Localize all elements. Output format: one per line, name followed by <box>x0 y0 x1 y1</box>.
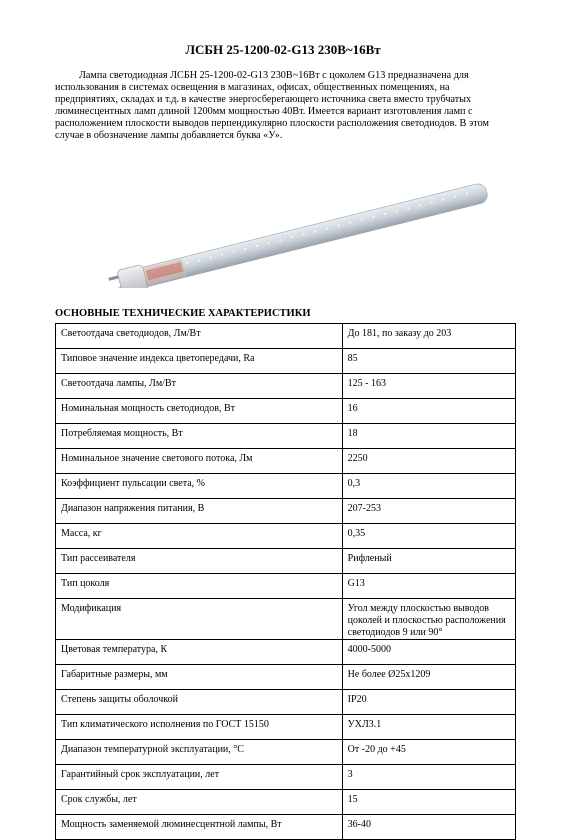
spec-value: 125 - 163 <box>342 374 515 399</box>
spec-value: G13 <box>342 574 515 599</box>
led-tube-image <box>100 168 500 288</box>
spec-value: 15 <box>342 790 515 815</box>
spec-value: Не более Ø25х1209 <box>342 665 515 690</box>
table-row <box>56 549 516 574</box>
spec-name: Потребляемая мощность, Вт <box>56 424 343 449</box>
spec-value: 2250 <box>342 449 515 474</box>
spec-name: Масса, кг <box>56 524 343 549</box>
spec-name: Модификация <box>56 599 343 640</box>
spec-value: До 181, по заказу до 203 <box>342 324 515 349</box>
spec-value: 18 <box>342 424 515 449</box>
spec-name: Мощность заменяемой люминесцентной лампы, Вт <box>56 815 343 840</box>
spec-value: От -20 до +45 <box>342 740 515 765</box>
spec-value: 0,35 <box>342 524 515 549</box>
table-row <box>56 524 516 549</box>
spec-value: 207-253 <box>342 499 515 524</box>
spec-value: Угол между плоскостью выводов цоколей и плоскостью расположения светодиодов 9 или 90° <box>342 599 515 640</box>
table-row <box>56 474 516 499</box>
table-row <box>56 374 516 399</box>
spec-value: 85 <box>342 349 515 374</box>
section-title: ОСНОВНЫЕ ТЕХНИЧЕСКИЕ ХАРАКТЕРИСТИКИ <box>55 308 311 319</box>
table-row <box>56 599 516 640</box>
spec-name: Срок службы, лет <box>56 790 343 815</box>
intro-paragraph: Лампа светодиодная ЛСБН 25-1200-02-G13 230В~16Вт с цоколем G13 предназначена для использования в системах освещения в магазинах, офисах, общественных помещениях, на предприятиях, складах и т.д. в качестве энергосберегающего источника света вместо трубчатых люминесцентных ламп длиной 1200мм мощностью 40Вт. Имеется вариант изготовления ламп с расположением плоскости выводов перпендикулярно плоскости расположения светодиодов. В этом случае в обозначение лампы добавляется буква «У». <box>55 70 489 141</box>
spec-name: Диапазон температурной эксплуатации, °С <box>56 740 343 765</box>
spec-name: Цветовая температура, К <box>56 640 343 665</box>
spec-value: 36-40 <box>342 815 515 840</box>
page-title: ЛСБН 25-1200-02-G13 230В~16Вт <box>185 42 381 57</box>
spec-value: Рифленый <box>342 549 515 574</box>
spec-value: 16 <box>342 399 515 424</box>
table-row <box>56 690 516 715</box>
spec-name: Диапазон напряжения питания, В <box>56 499 343 524</box>
spec-value: 3 <box>342 765 515 790</box>
spec-value: 4000-5000 <box>342 640 515 665</box>
spec-name: Тип цоколя <box>56 574 343 599</box>
table-row <box>56 665 516 690</box>
specs-table <box>55 323 516 840</box>
spec-name: Тип рассеивателя <box>56 549 343 574</box>
table-row <box>56 765 516 790</box>
spec-name: Тип климатического исполнения по ГОСТ 15150 <box>56 715 343 740</box>
table-row <box>56 449 516 474</box>
spec-value: 0,3 <box>342 474 515 499</box>
spec-name: Габаритные размеры, мм <box>56 665 343 690</box>
spec-name: Гарантийный срок эксплуатации, лет <box>56 765 343 790</box>
table-row <box>56 790 516 815</box>
table-row <box>56 499 516 524</box>
table-row <box>56 424 516 449</box>
table-row <box>56 715 516 740</box>
table-row <box>56 574 516 599</box>
spec-name: Степень защиты оболочкой <box>56 690 343 715</box>
table-row <box>56 324 516 349</box>
spec-name: Типовое значение индекса цветопередачи, Ra <box>56 349 343 374</box>
spec-value: IP20 <box>342 690 515 715</box>
spec-value: УХЛ3.1 <box>342 715 515 740</box>
table-row <box>56 815 516 840</box>
spec-name: Светоотдача лампы, Лм/Вт <box>56 374 343 399</box>
table-row <box>56 399 516 424</box>
spec-name: Светоотдача светодиодов, Лм/Вт <box>56 324 343 349</box>
table-row <box>56 740 516 765</box>
spec-name: Номинальное значение светового потока, Лм <box>56 449 343 474</box>
table-row <box>56 349 516 374</box>
spec-name: Коэффициент пульсации света, % <box>56 474 343 499</box>
spec-name: Номинальная мощность светодиодов, Вт <box>56 399 343 424</box>
table-row <box>56 640 516 665</box>
